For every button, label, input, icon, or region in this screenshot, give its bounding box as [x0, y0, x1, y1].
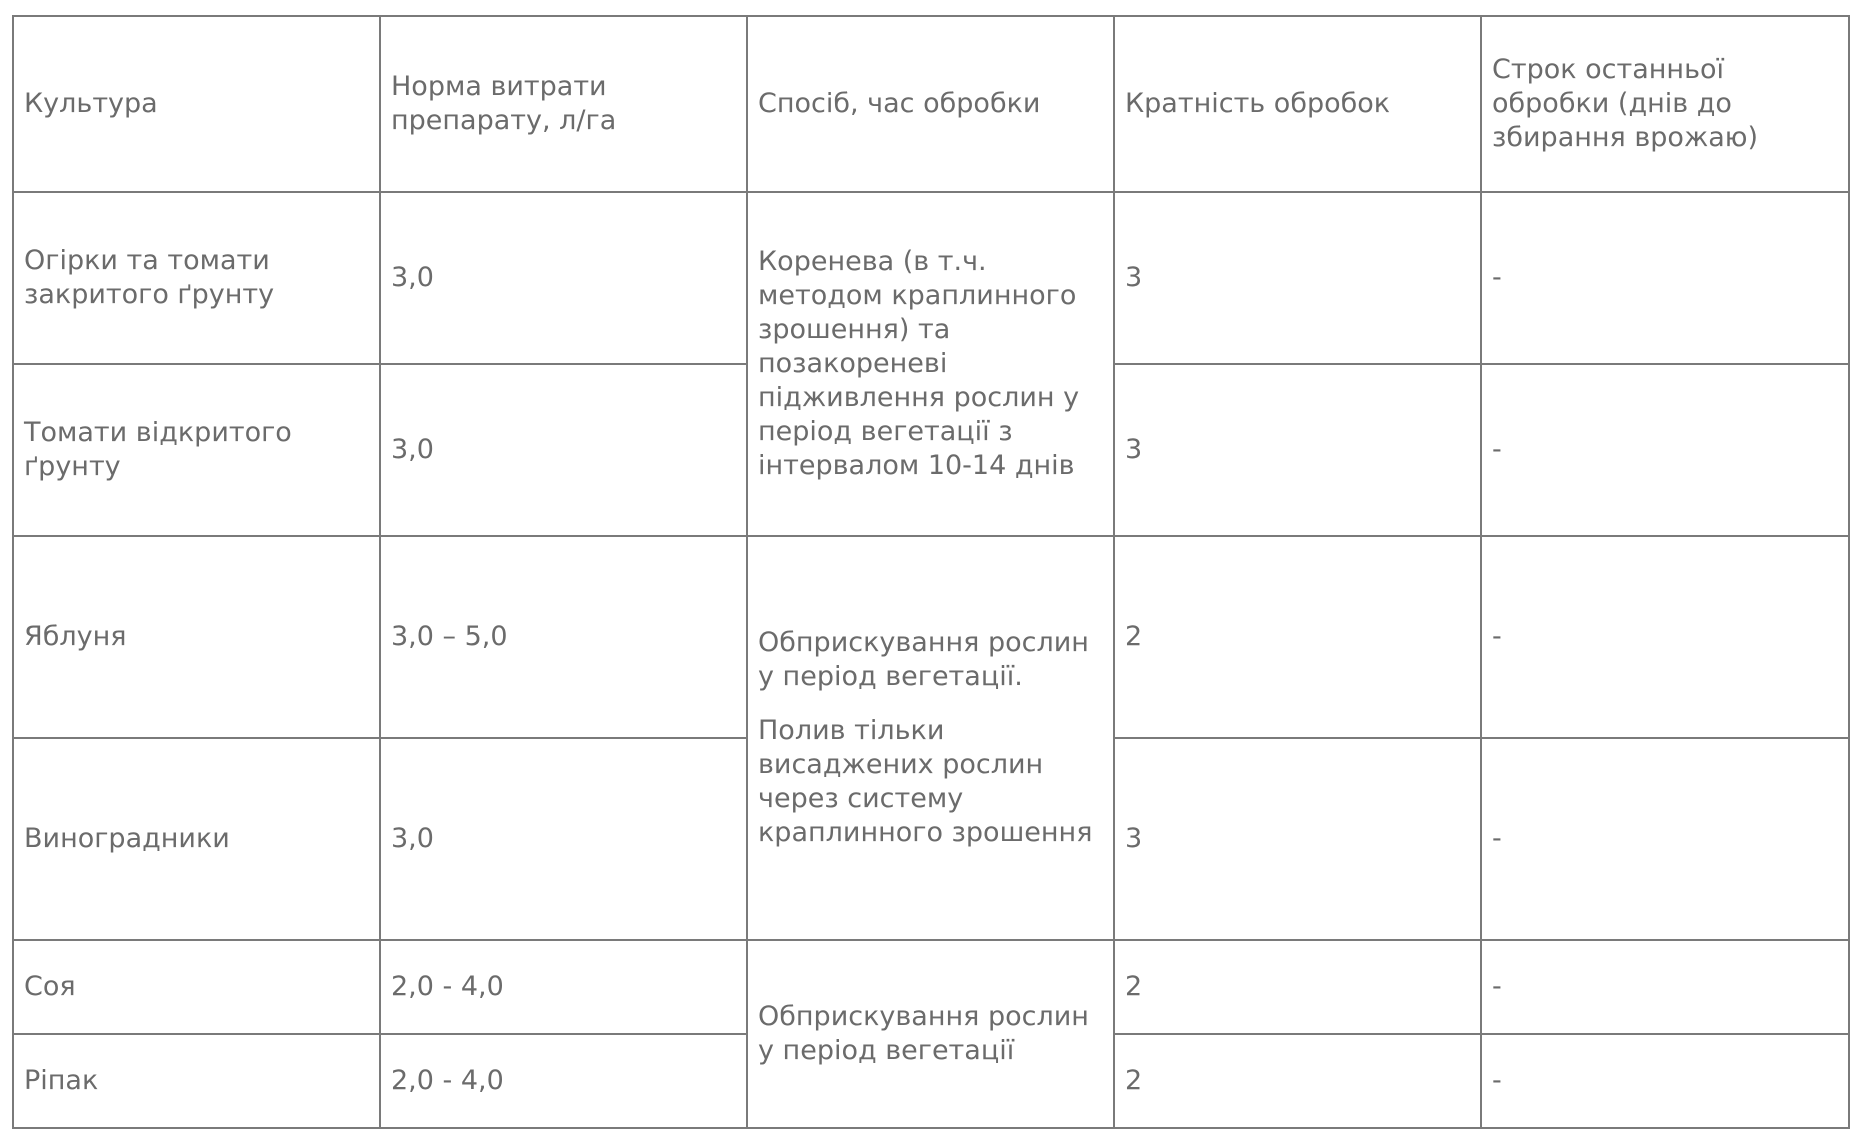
cell-culture: Виноградники	[13, 738, 380, 940]
header-method: Спосіб, час обробки	[747, 16, 1114, 192]
table-header-row	[13, 16, 1849, 192]
cell-term: -	[1481, 1034, 1849, 1128]
cell-count: 2	[1114, 940, 1481, 1034]
cell-term: -	[1481, 738, 1849, 940]
cell-culture: Огірки та томати закритого ґрунту	[13, 192, 380, 364]
cell-term: -	[1481, 192, 1849, 364]
cell-rate: 3,0	[380, 738, 747, 940]
header-count: Кратність обробок	[1114, 16, 1481, 192]
cell-term: -	[1481, 536, 1849, 738]
header-term: Строк останньої обробки (днів до збирання врожаю)	[1481, 16, 1849, 192]
cell-count: 3	[1114, 192, 1481, 364]
application-rates-table-wrapper	[12, 15, 1850, 1129]
header-rate: Норма витрати препарату, л/га	[380, 16, 747, 192]
cell-method-spray-irrigation	[747, 536, 1114, 940]
table-row	[13, 192, 1849, 364]
header-culture: Культура	[13, 16, 380, 192]
method-root-text: Коренева (в т.ч. методом краплинного зрошення) та позакореневі підживлення рослин у період вегетації з інтервалом 10-14 днів	[758, 246, 1080, 481]
method-irrigation-text: Полив тільки висаджених рослин через систему краплинного зрошення	[758, 715, 1093, 848]
cell-count: 2	[1114, 1034, 1481, 1128]
cell-rate: 3,0	[380, 192, 747, 364]
cell-culture: Яблуня	[13, 536, 380, 738]
cell-count: 3	[1114, 364, 1481, 536]
table-row	[13, 940, 1849, 1034]
cell-count: 2	[1114, 536, 1481, 738]
cell-rate: 3,0	[380, 364, 747, 536]
cell-culture: Томати відкритого ґрунту	[13, 364, 380, 536]
cell-method-spray-field	[747, 940, 1114, 1128]
method-spray-field-text: Обприскування рослин у період вегетації	[758, 1001, 1089, 1066]
cell-rate: 3,0 – 5,0	[380, 536, 747, 738]
cell-rate: 2,0 - 4,0	[380, 1034, 747, 1128]
cell-culture: Соя	[13, 940, 380, 1034]
cell-method-root	[747, 192, 1114, 536]
method-spray-text: Обприскування рослин у період вегетації.	[758, 627, 1089, 692]
cell-term: -	[1481, 940, 1849, 1034]
cell-culture: Ріпак	[13, 1034, 380, 1128]
cell-term: -	[1481, 364, 1849, 536]
cell-count: 3	[1114, 738, 1481, 940]
cell-rate: 2,0 - 4,0	[380, 940, 747, 1034]
application-rates-table	[12, 15, 1850, 1129]
table-row	[13, 536, 1849, 738]
